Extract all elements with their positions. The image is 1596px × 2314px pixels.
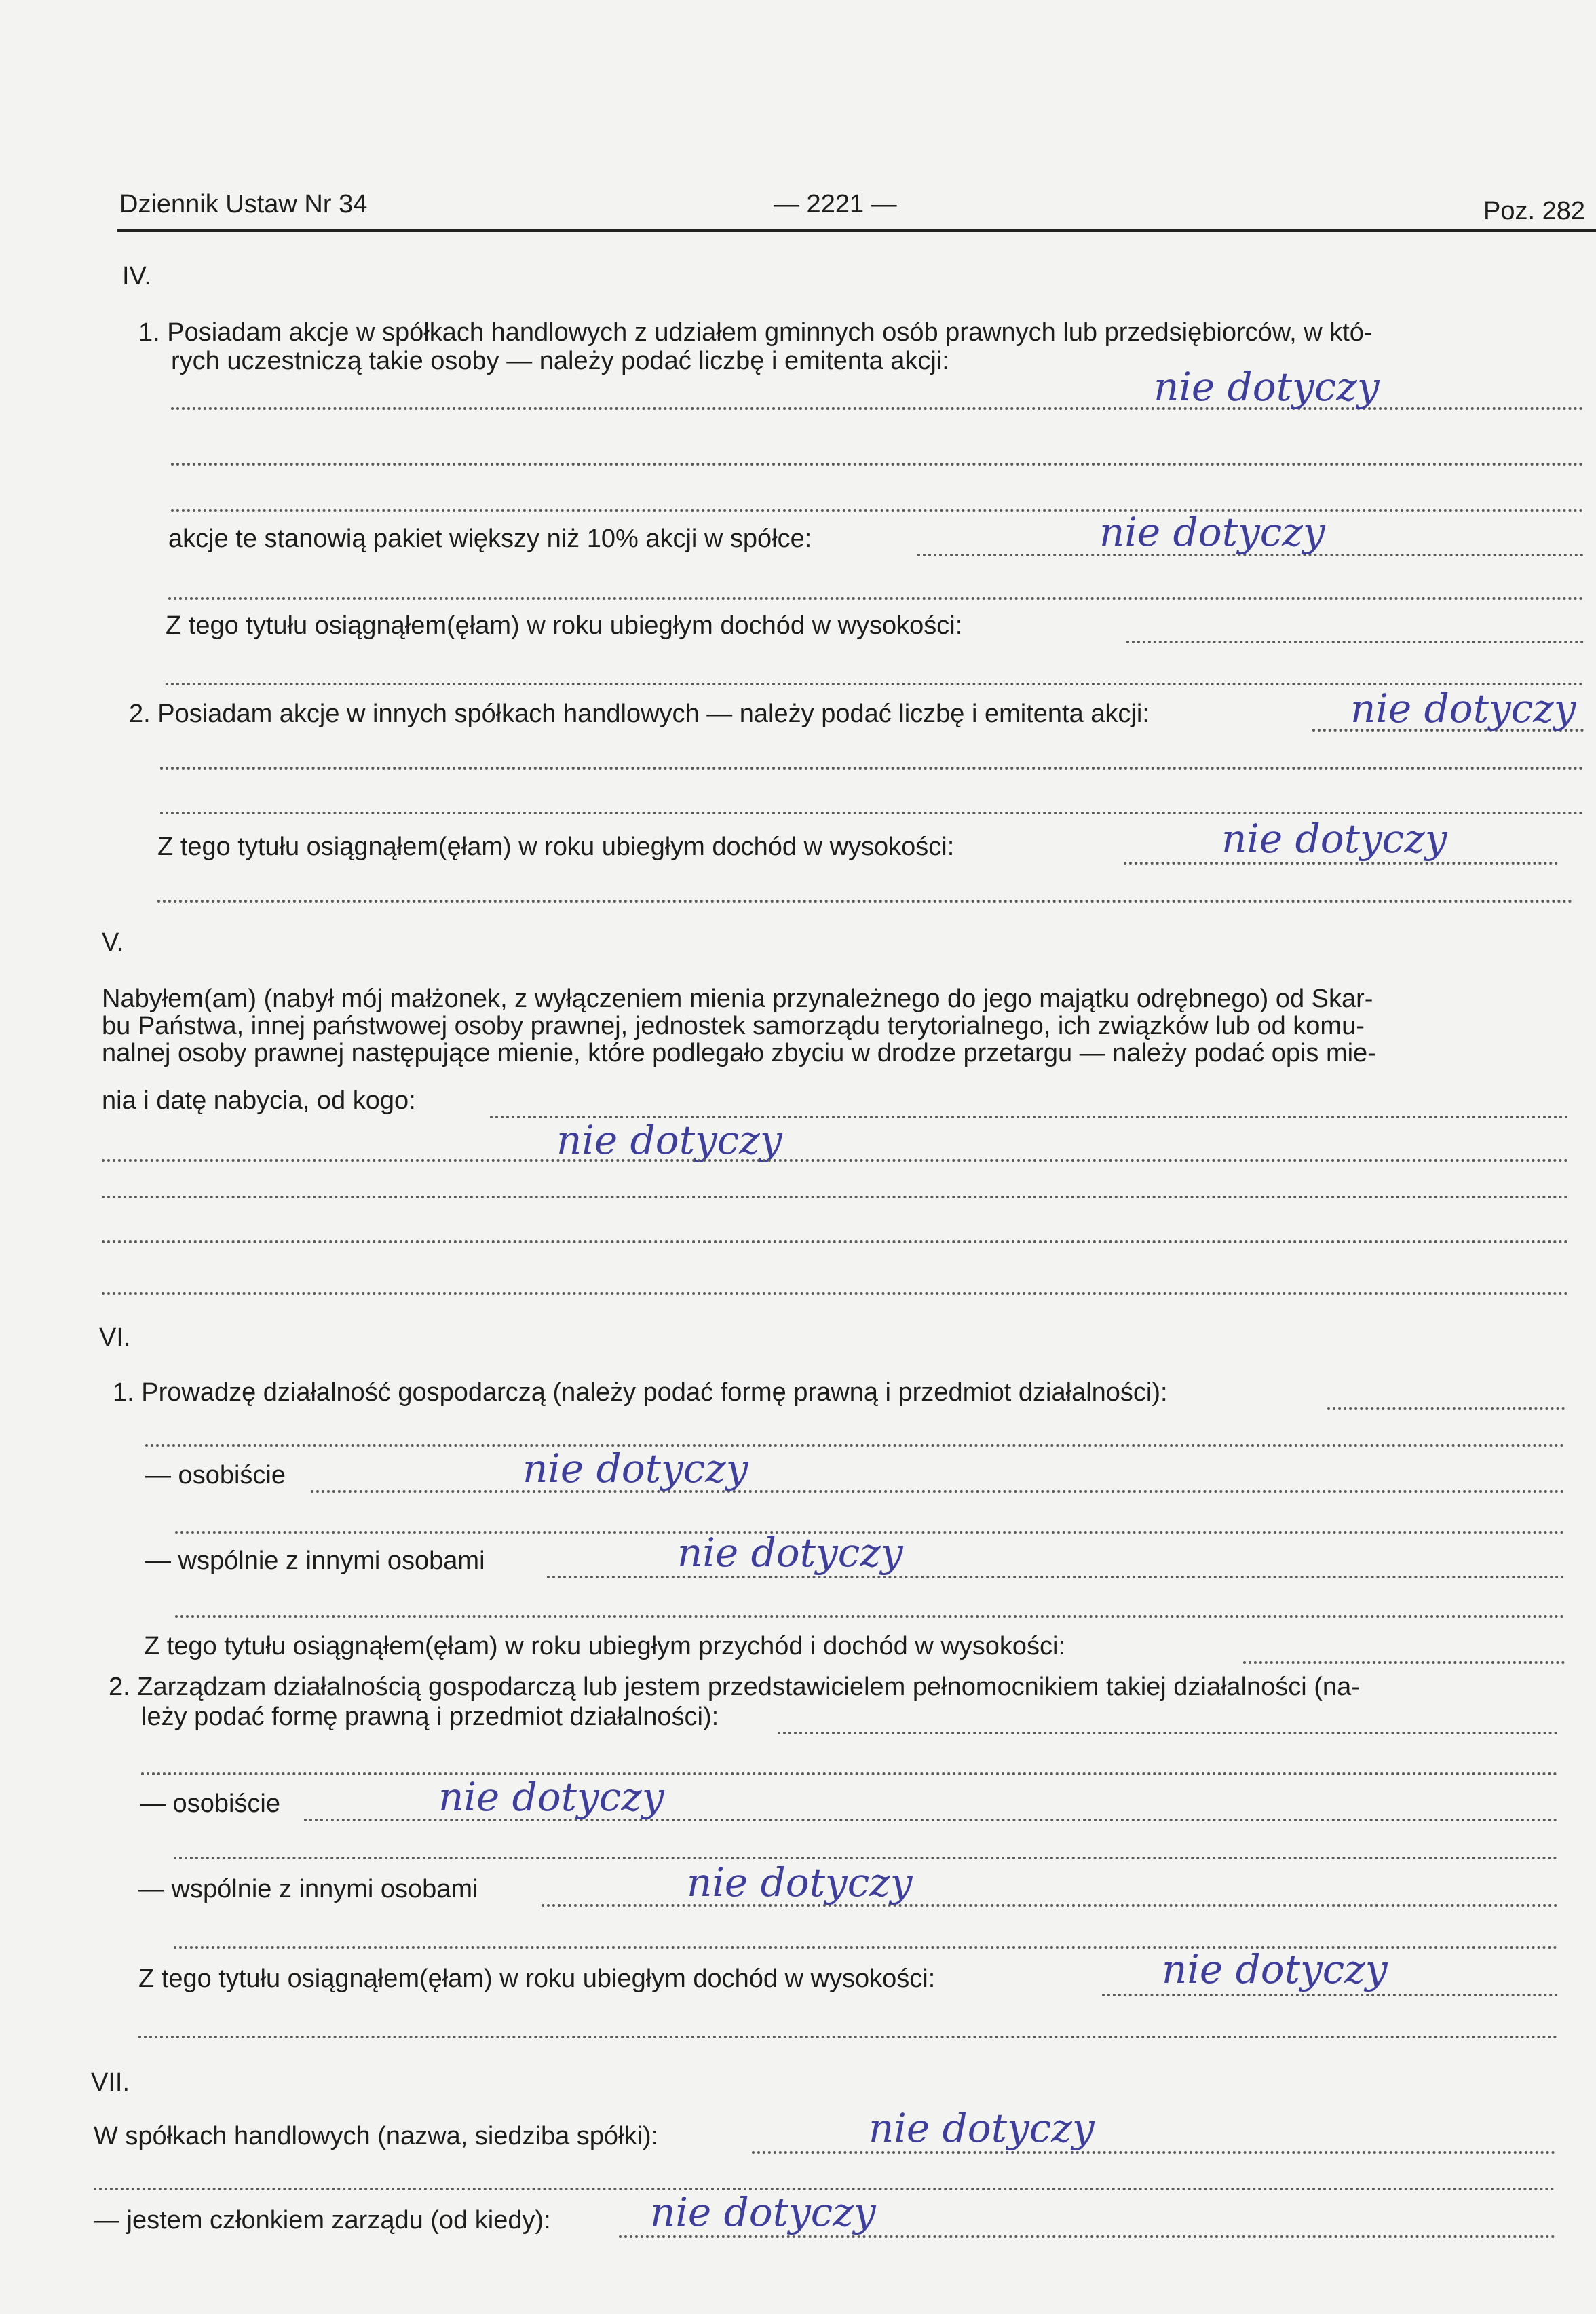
sec4-akcje-line-2[interactable]: [168, 597, 1584, 600]
sec5-line-3[interactable]: [102, 1196, 1569, 1198]
handwritten-answer: nie dotyczy: [677, 1530, 903, 1576]
sec7-zarzad-label: — jestem członkiem zarządu (od kiedy):: [94, 2206, 551, 2235]
handwritten-answer: nie dotyczy: [1099, 509, 1325, 555]
sec7-spolki-field[interactable]: [752, 2151, 1555, 2154]
handwritten-answer: nie dotyczy: [687, 1859, 913, 1905]
sec6-wspolnie2: — wspólnie z innymi osobami: [138, 1875, 478, 1903]
sec4-dochod2-field[interactable]: [1124, 862, 1558, 865]
sec6-p2-line-2[interactable]: [141, 1772, 1558, 1775]
sec6-p2-line1: 2. Zarządzam działalnością gospodarczą lub jestem przedstawicielem pełnomocnikiem takiej działalności (na-: [109, 1673, 1360, 1701]
handwritten-answer: nie dotyczy: [438, 1774, 664, 1820]
sec4-akcje-label: akcje te stanowią pakiet większy niż 10% akcji w spółce:: [168, 525, 812, 553]
section-vi-title: VI.: [99, 1323, 131, 1352]
sec6-p2-line2: leży podać formę prawną i przedmiot działalności):: [141, 1703, 719, 1731]
header-rule: [117, 229, 1596, 232]
page-number: — 2221 —: [774, 190, 897, 219]
journal-title: Dziennik Ustaw Nr 34: [119, 190, 368, 219]
sec4-p2-line-3[interactable]: [160, 812, 1584, 814]
sec4-p1-line2: rych uczestniczą takie osoby — należy podać liczbę i emitenta akcji:: [171, 347, 949, 375]
sec5-line-4[interactable]: [102, 1240, 1569, 1243]
section-v-title: V.: [102, 928, 124, 957]
handwritten-answer: nie dotyczy: [650, 2189, 876, 2235]
sec6-osobiscie2: — osobiście: [140, 1789, 280, 1818]
sec6-przychod-field[interactable]: [1243, 1661, 1565, 1664]
sec6-wspolnie-field[interactable]: [547, 1576, 1565, 1578]
sec4-p2-label: 2. Posiadam akcje w innych spółkach handlowych — należy podać liczbę i emitenta akcji:: [129, 700, 1150, 728]
sec7-spolki-label: W spółkach handlowych (nazwa, siedziba spółki):: [94, 2122, 659, 2150]
sec4-answer-line-2[interactable]: [171, 463, 1584, 466]
sec5-line4: nia i datę nabycia, od kogo:: [102, 1086, 416, 1115]
sec4-dochod1-label: Z tego tytułu osiągnąłem(ęłam) w roku ubiegłym dochód w wysokości:: [166, 611, 963, 640]
sec6-osobiscie: — osobiście: [145, 1461, 286, 1490]
sec6-dochod-line-2[interactable]: [138, 2036, 1558, 2038]
sec5-line-2[interactable]: [102, 1159, 1569, 1162]
sec7-zarzad-field[interactable]: [619, 2235, 1555, 2238]
sec6-p2-field[interactable]: [778, 1732, 1558, 1734]
sec4-answer-line-3[interactable]: [171, 509, 1584, 512]
section-iv-title: IV.: [122, 262, 151, 290]
handwritten-answer: nie dotyczy: [522, 1445, 748, 1492]
sec6-dochod-label: Z tego tytułu osiągnąłem(ęłam) w roku ubiegłym dochód w wysokości:: [138, 1965, 936, 1993]
sec4-dochod2-line-2[interactable]: [157, 900, 1573, 903]
sec6-p1-line-2[interactable]: [145, 1444, 1565, 1447]
handwritten-answer: nie dotyczy: [1162, 1946, 1388, 1992]
handwritten-answer: nie dotyczy: [869, 2105, 1095, 2151]
sec5-line3: nalnej osoby prawnej następujące mienie, które podlegało zbyciu w drodze przetargu — należy podać opis mie-: [102, 1039, 1376, 1067]
sec4-p1-line1: 1. Posiadam akcje w spółkach handlowych z udziałem gminnych osób prawnych lub przedsiębiorców, w któ-: [138, 318, 1373, 347]
sec4-p2-line-2[interactable]: [160, 767, 1584, 770]
sec5-line-5[interactable]: [102, 1292, 1569, 1295]
handwritten-answer: nie dotyczy: [1154, 364, 1380, 410]
handwritten-answer: nie dotyczy: [1350, 685, 1576, 732]
sec6-p1-label: 1. Prowadzę działalność gospodarczą (należy podać formę prawną i przedmiot działalności):: [113, 1378, 1168, 1407]
sec6-osobiscie-field[interactable]: [311, 1490, 1565, 1493]
sec6-p1-field[interactable]: [1327, 1407, 1565, 1410]
sec4-dochod2-label: Z tego tytułu osiągnąłem(ęłam) w roku ubiegłym dochód w wysokości:: [157, 833, 955, 861]
sec5-line2: bu Państwa, innej państwowej osoby prawnej, jednostek samorządu terytorialnego, ich związków lub od komu-: [102, 1012, 1365, 1040]
handwritten-answer: nie dotyczy: [1221, 816, 1447, 862]
sec5-line1: Nabyłem(am) (nabył mój małżonek, z wyłączeniem mienia przynależnego do jego majątku odrębnego) od Skar-: [102, 985, 1373, 1013]
sec6-wspolnie: — wspólnie z innymi osobami: [145, 1547, 485, 1575]
position-number: Poz. 282: [1483, 197, 1585, 225]
sec6-wspolnie-line-2[interactable]: [175, 1615, 1565, 1618]
sec6-przychod-label: Z tego tytułu osiągnąłem(ęłam) w roku ubiegłym przychód i dochód w wysokości:: [144, 1632, 1066, 1661]
sec6-dochod-field[interactable]: [1102, 1994, 1558, 1996]
sec4-dochod1-field[interactable]: [1126, 641, 1584, 643]
handwritten-answer: nie dotyczy: [556, 1117, 782, 1163]
section-vii-title: VII.: [91, 2068, 130, 2097]
